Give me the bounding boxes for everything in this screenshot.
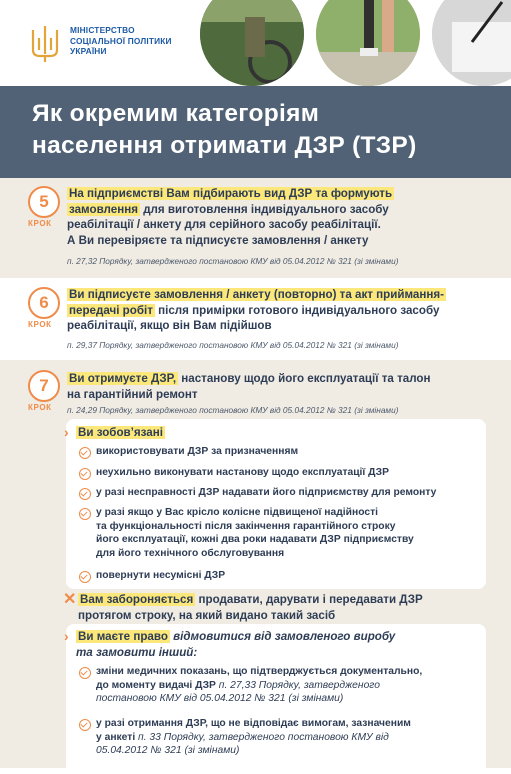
step-6-krok-label: КРОК xyxy=(28,320,52,329)
step-7-number: 7 xyxy=(28,370,60,402)
ministry-name: МІНІСТЕРСТВО СОЦІАЛЬНОЇ ПОЛІТИКИ УКРАЇНИ xyxy=(70,25,172,56)
rights-item: зміни медичних показань, що підтверджується документально, до моменту видачі ДЗР п. 27,33 Порядку, затвердженого постановою КМУ від 05.04.2012 № 321 (зі змінами) xyxy=(96,666,423,704)
obligation-item: у разі несправності ДЗР надавати його підприємству для ремонту xyxy=(96,487,437,498)
photo-wheelchair xyxy=(200,0,304,86)
step-5-reference: п. 27,32 Порядку, затвердженого постановою КМУ від 05.04.2012 № 321 (зі змінами) xyxy=(67,256,399,266)
ukraine-trident-icon xyxy=(30,24,60,64)
obligation-item-multiline: у разі якщо у Вас крісло колісне підвищеної надійності та функціональності після закінчення гарантійного строку його експлуатації, кожні два роки надавати ДЗР підприємству для його технічного обслуговування xyxy=(96,507,414,559)
cross-icon: ✕ xyxy=(63,591,77,608)
check-icon xyxy=(79,488,91,500)
obligation-item: використовувати ДЗР за призначенням xyxy=(96,446,299,457)
check-icon xyxy=(79,719,91,731)
obligation-item: неухильно виконувати настанову щодо експлуатації ДЗР xyxy=(96,467,389,478)
header-logo-area xyxy=(0,0,200,86)
step-7-text: Ви отримуєте ДЗР, настанову щодо його експлуатації та талон на гарантійний ремонт xyxy=(67,372,431,401)
check-icon xyxy=(79,447,91,459)
check-icon xyxy=(79,468,91,480)
step-6-reference: п. 29,37 Порядку, затвердженого постановою КМУ від 05.04.2012 № 321 (зі змінами) xyxy=(67,340,399,350)
rights-heading: Ви маєте право відмовитися від замовленого виробу та замовити інший: xyxy=(76,630,396,659)
chevron-right-icon: › xyxy=(64,424,69,440)
obligations-heading: Ви зобов’язані xyxy=(78,426,163,439)
page-title: Як окремим категоріям населення отримати ДЗР (ТЗР) xyxy=(32,100,417,159)
rights-item: у разі отримання ДЗР, що не відповідає вимогам, зазначеним у анкеті п. 33 Порядку, затвердженого постановою КМУ від 05.04.2012 № 321 (зі змінами) xyxy=(96,718,411,756)
check-icon xyxy=(79,667,91,679)
step-6-text: Ви підписуєте замовлення / анкету (повторно) та акт приймання- передачі робіт після примірки готового індивідуального засобу реабілітації, якщо він Вам підійшов xyxy=(67,288,445,332)
step-5-number: 5 xyxy=(28,186,60,218)
prohibited-text: Вам забороняється продавати, дарувати і передавати ДЗР протягом строку, на який видано такий засіб xyxy=(78,593,423,622)
step-5-text: На підприємстві Вам підбирають вид ДЗР та формують замовлення для виготовлення індивідуального засобу реабілітації / анкету для серійного засобу реабілітації. А Ви перевіряєте та підписуєте замовлення / анкету xyxy=(67,187,393,247)
photo-prosthesis xyxy=(316,0,420,86)
step-7-krok-label: КРОК xyxy=(28,403,52,412)
check-icon xyxy=(79,571,91,583)
check-icon xyxy=(79,508,91,520)
step-5-krok-label: КРОК xyxy=(28,219,52,228)
step-6-number: 6 xyxy=(28,287,60,319)
chevron-right-icon: › xyxy=(64,628,69,644)
step-7-reference: п. 24,29 Порядку, затвердженого постановою КМУ від 05.04.2012 № 321 (зі змінами) xyxy=(67,405,399,415)
photo-signing xyxy=(432,0,511,86)
obligation-item: повернути несумісні ДЗР xyxy=(96,570,226,581)
